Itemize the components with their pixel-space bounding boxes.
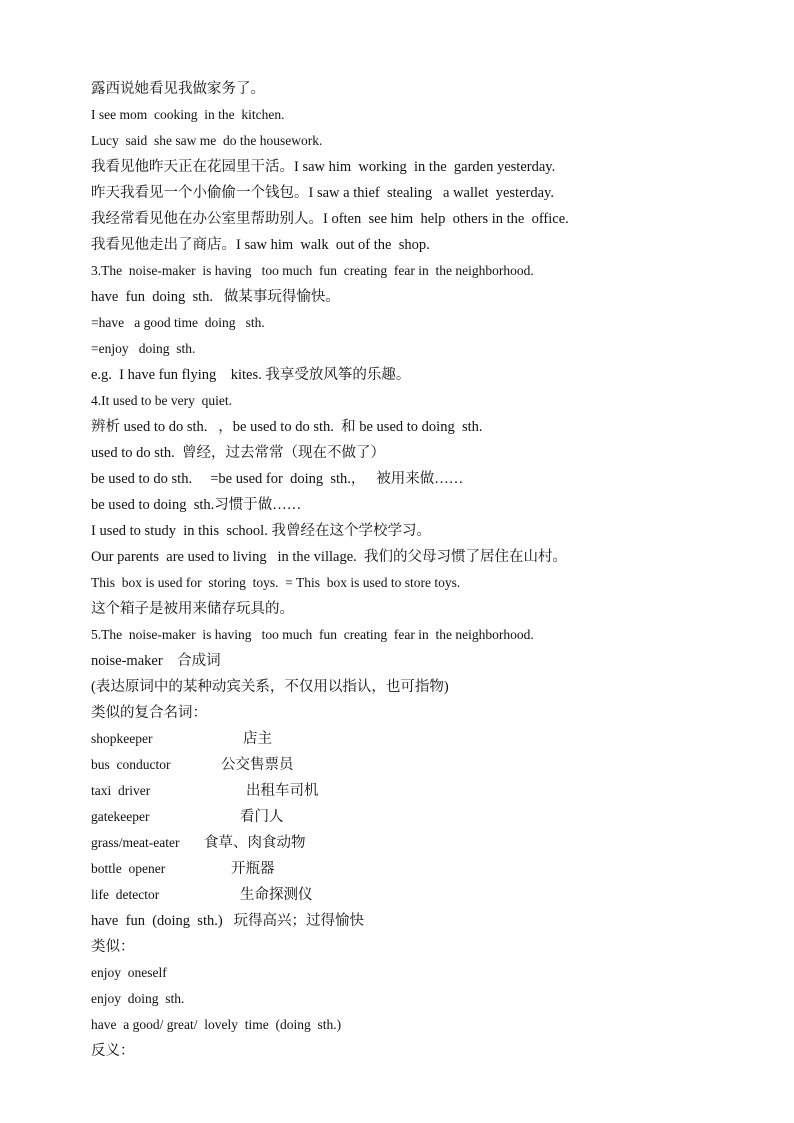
text-line: =enjoy doing sth.	[91, 341, 196, 356]
text-line: have fun (doing sth.) 玩得高兴；过得愉快	[91, 913, 365, 929]
vocab-row	[91, 856, 731, 882]
vocab-term: gatekeeper	[91, 809, 150, 824]
vocab-term: shopkeeper	[91, 731, 153, 746]
vocab-row	[91, 778, 731, 804]
vocab-translation: 食草、肉食动物	[204, 835, 306, 851]
text-line: have fun doing sth. 做某事玩得愉快。	[91, 289, 340, 305]
text-line: enjoy oneself	[91, 965, 167, 980]
vocab-term: life detector	[91, 887, 160, 902]
vocab-row	[91, 752, 731, 778]
text-line: Lucy said she saw me do the housework.	[91, 133, 323, 148]
text-line: 这个箱子是被用来储存玩具的。	[91, 601, 294, 617]
vocab-translation: 店主	[243, 731, 272, 747]
text-line: have a good/ great/ lovely time (doing sth.)	[91, 1017, 342, 1032]
text-line: be used to doing sth.习惯于做……	[91, 497, 302, 513]
text-line: I see mom cooking in the kitchen.	[91, 107, 285, 122]
text-line: 我看见他走出了商店。I saw him walk out of the shop.	[91, 237, 430, 253]
text-line: noise-maker 合成词	[91, 653, 221, 669]
vocab-term: bottle opener	[91, 861, 166, 876]
text-line: 类似：	[91, 939, 135, 955]
text-line: 昨天我看见一个小偷偷一个钱包。I saw a thief stealing a wallet yesterday.	[91, 185, 554, 201]
vocab-row	[91, 882, 731, 908]
text-line: I used to study in this school. 我曾经在这个学校学习。	[91, 523, 431, 539]
text-line: 我看见他昨天正在花园里干活。I saw him working in the garden yesterday.	[91, 159, 556, 175]
text-line: =have a good time doing sth.	[91, 315, 265, 330]
text-line: Our parents are used to living in the village. 我们的父母习惯了居住在山村。	[91, 549, 568, 565]
text-line: enjoy doing sth.	[91, 991, 185, 1006]
text-line: 辨析 used to do sth. ，be used to do sth. 和 be used to doing sth.	[91, 419, 483, 435]
text-line: 露西说她看见我做家务了。	[91, 81, 265, 97]
text-line: This box is used for storing toys. = This box is used to store toys.	[91, 575, 461, 590]
vocab-translation: 公交售票员	[221, 757, 294, 773]
section-heading: 5.The noise-maker is having too much fun creating fear in the neighborhood.	[91, 627, 534, 642]
vocab-term: bus conductor	[91, 757, 171, 772]
vocab-row	[91, 726, 731, 752]
vocab-row	[91, 804, 731, 830]
text-line: used to do sth. 曾经，过去常常（现在不做了）	[91, 445, 386, 461]
text-line: 我经常看见他在办公室里帮助别人。I often see him help others in the office.	[91, 211, 569, 227]
vocab-term: grass/meat-eater	[91, 835, 180, 850]
vocab-translation: 生命探测仪	[240, 887, 313, 903]
section-heading: 3.The noise-maker is having too much fun creating fear in the neighborhood.	[91, 263, 534, 278]
vocab-translation: 出租车司机	[246, 783, 319, 799]
vocab-term: taxi driver	[91, 783, 151, 798]
vocab-translation: 看门人	[240, 809, 284, 825]
text-line: 反义：	[91, 1043, 135, 1059]
text-line: 类似的复合名词：	[91, 705, 207, 721]
vocab-translation: 开瓶器	[231, 861, 275, 877]
text-line: be used to do sth. =be used for doing sth.， 被用来做……	[91, 471, 464, 487]
text-line: (表达原词中的某种动宾关系，不仅用以指认，也可指物)	[91, 679, 449, 695]
document-body	[91, 76, 731, 1064]
text-line: e.g. I have fun flying kites. 我享受放风筝的乐趣。	[91, 367, 411, 383]
section-heading: 4.It used to be very quiet.	[91, 393, 232, 408]
vocab-row	[91, 830, 731, 856]
